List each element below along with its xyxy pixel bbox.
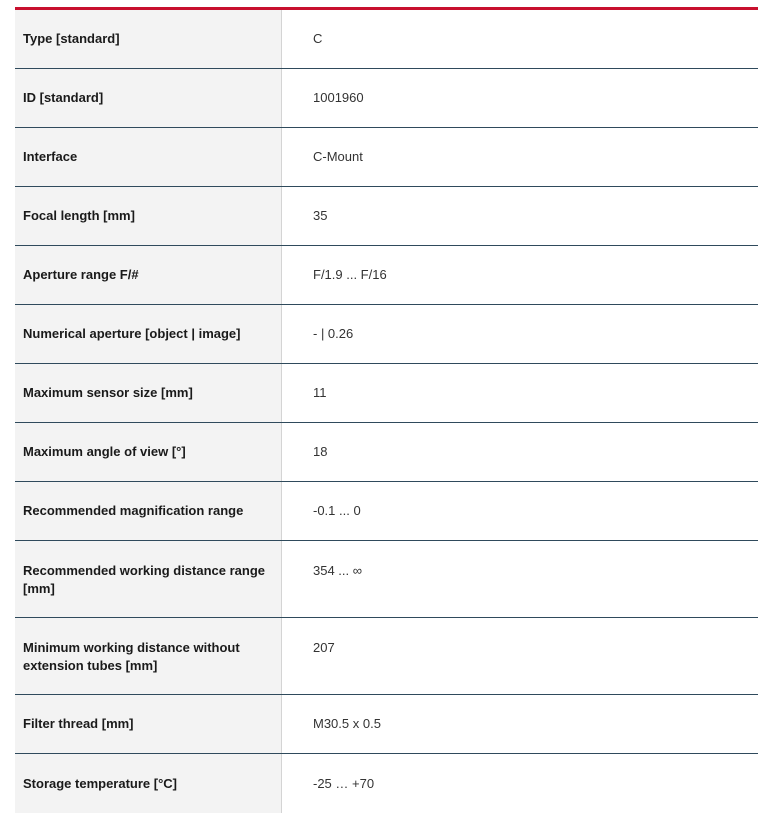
spec-value: F/1.9 ... F/16 — [313, 267, 387, 282]
spec-table — [15, 7, 758, 813]
spec-row-type — [15, 10, 758, 69]
spec-row-numerical-aperture — [15, 305, 758, 364]
spec-label: Numerical aperture [object | image] — [15, 305, 282, 363]
spec-label: Maximum angle of view [°] — [15, 423, 282, 481]
spec-label: Interface — [15, 128, 282, 186]
spec-row-filter-thread — [15, 695, 758, 754]
spec-label: Maximum sensor size [mm] — [15, 364, 282, 422]
spec-value: 11 — [313, 385, 327, 400]
spec-label: Focal length [mm] — [15, 187, 282, 245]
spec-label: Filter thread [mm] — [15, 695, 282, 753]
spec-label: Recommended magnification range — [15, 482, 282, 540]
spec-label: Minimum working distance without extension tubes [mm] — [15, 618, 282, 694]
spec-value: -0.1 ... 0 — [313, 503, 361, 518]
spec-value: 207 — [313, 640, 335, 655]
spec-value: C-Mount — [313, 149, 363, 164]
spec-value: 35 — [313, 208, 328, 223]
spec-row-aperture-range — [15, 246, 758, 305]
spec-label: Aperture range F/# — [15, 246, 282, 304]
spec-row-working-distance-range — [15, 541, 758, 618]
spec-label: Storage temperature [°C] — [15, 754, 282, 813]
spec-row-min-working-distance — [15, 618, 758, 695]
spec-value: 18 — [313, 444, 328, 459]
spec-row-id — [15, 69, 758, 128]
spec-row-max-sensor-size — [15, 364, 758, 423]
spec-row-storage-temperature — [15, 754, 758, 813]
spec-label: Recommended working distance range [mm] — [15, 541, 282, 617]
spec-row-magnification-range — [15, 482, 758, 541]
spec-row-max-angle-of-view — [15, 423, 758, 482]
spec-label: Type [standard] — [15, 10, 282, 68]
spec-value: 1001960 — [313, 90, 364, 105]
spec-row-interface — [15, 128, 758, 187]
spec-value: C — [313, 31, 323, 46]
spec-row-focal-length — [15, 187, 758, 246]
spec-value: M30.5 x 0.5 — [313, 716, 381, 731]
spec-value: - | 0.26 — [313, 326, 354, 341]
spec-value: 354 ... ∞ — [313, 563, 363, 578]
spec-value: -25 … +70 — [313, 775, 375, 791]
spec-label: ID [standard] — [15, 69, 282, 127]
